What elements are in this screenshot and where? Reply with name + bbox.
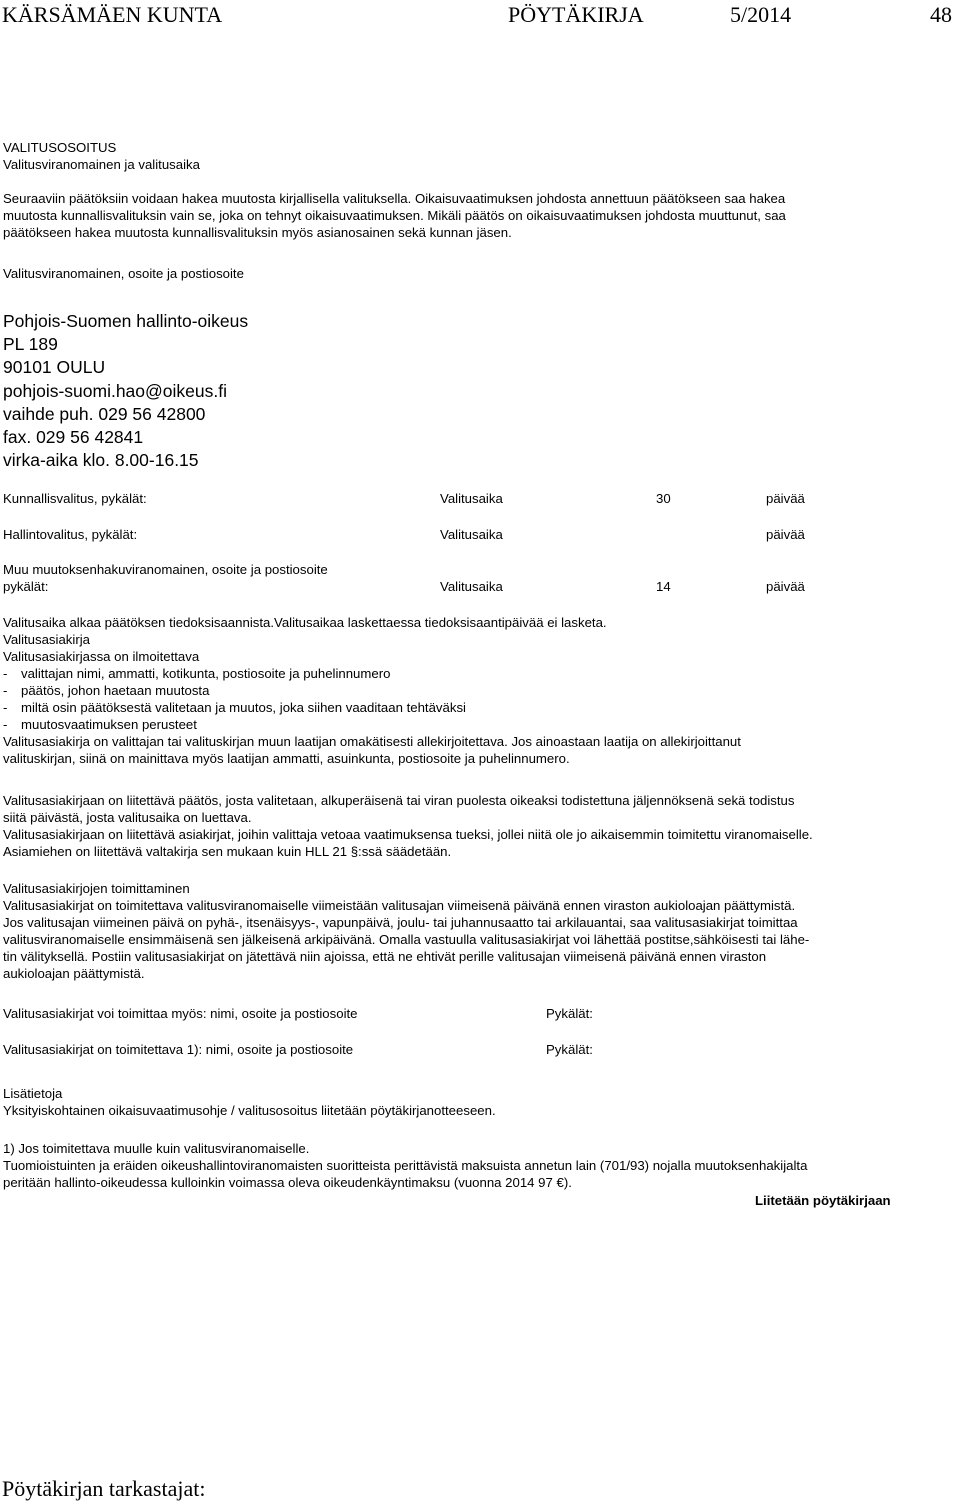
intro-paragraph: [3, 190, 786, 241]
paragraph-line: valituskirjan, siinä on mainittava myös laatijan ammatti, asuinkunta, postiosoite ja puhelinnumero.: [3, 751, 570, 766]
appeal-start-note: Valitusaika alkaa päätöksen tiedoksisaannista.Valitusaikaa laskettaessa tiedoksisaantipäivää ei lasketa.: [3, 615, 607, 630]
appeal-period-label: Valitusaika: [440, 491, 503, 506]
paragraph-line: päätökseen hakea muutosta kunnallisvalituksin myös asianosainen sekä kunnan jäsen.: [3, 225, 512, 240]
appeal-document-heading: Valitusasiakirja: [3, 632, 90, 647]
paragraph-line: Seuraaviin päätöksiin voidaan hakea muutosta kirjallisella valituksella. Oikaisuvaatimuksen johdosta annettuun päätökseen saa hakea: [3, 191, 786, 206]
appeal-period-label: Valitusaika: [440, 527, 503, 542]
appeal-period-label: Valitusaika: [440, 579, 503, 594]
appeal-days-value: 14: [656, 579, 671, 594]
postal-code-city: 90101 OULU: [3, 357, 106, 378]
administrative-appeal-label: Hallintovalitus, pykälät:: [3, 527, 138, 542]
issue-number: 5/2014: [730, 2, 792, 27]
page-number: 48: [930, 2, 952, 27]
paragraph-line: siitä päivästä, josta valitusaika on luettava.: [3, 810, 252, 825]
appeal-days-value: 30: [656, 491, 671, 506]
municipal-appeal-label: Kunnallisvalitus, pykälät:: [3, 491, 147, 506]
document-type: PÖYTÄKIRJA: [508, 2, 644, 27]
delivery-section: [3, 880, 809, 982]
authority-address: [3, 310, 248, 472]
appeal-document-intro: Valitusasiakirjassa on ilmoitettava: [3, 649, 200, 664]
appeal-document-section: [3, 614, 741, 767]
paragraph-line: Jos valitusajan viimeinen päivä on pyhä-, itsenäisyys-, vapunpäivä, joulu- tai juhannusaatto tai arkilauantai, saa valitusasiakirjat toimittaa: [3, 915, 798, 930]
authority-name: Pohjois-Suomen hallinto-oikeus: [3, 311, 249, 331]
deliver-must-label: Valitusasiakirjat on toimitettava 1): nimi, osoite ja postiosoite: [3, 1042, 354, 1057]
info-heading: Lisätietoja: [3, 1086, 63, 1101]
municipality-name: KÄRSÄMÄEN KUNTA: [2, 2, 223, 27]
section-heading: VALITUSOSOITUS: [3, 140, 117, 155]
appeal-days-unit: päivää: [766, 527, 805, 542]
attachments-paragraph: [3, 792, 813, 860]
appeal-days-unit: päivää: [766, 579, 805, 594]
paragraph-line: muutosta kunnallisvalituksin vain se, joka on tehnyt oikaisuvaatimuksen. Mikäli päätös on oikaisuvaatimuksen johdosta muuttunut, saa: [3, 208, 786, 223]
delivery-heading: Valitusasiakirjojen toimittaminen: [3, 881, 190, 896]
list-item: - valittajan nimi, ammatti, kotikunta, postiosoite ja puhelinnumero: [3, 666, 391, 681]
paragraph-line: Tuomioistuinten ja eräiden oikeushallintoviranomaisten suoritteista perittävistä maksuista annetun lain (701/93) nojalla muutoksenhakijalta: [3, 1158, 808, 1173]
list-item: - miltä osin päätöksestä valitetaan ja muutos, joka siihen vaaditaan tehtäväksi: [3, 700, 466, 715]
po-box: PL 189: [3, 334, 58, 355]
sections-label: pykälät:: [3, 579, 49, 594]
list-item: - muutosvaatimuksen perusteet: [3, 717, 197, 732]
deliver-also-label: Valitusasiakirjat voi toimittaa myös: nimi, osoite ja postiosoite: [3, 1006, 358, 1021]
phone-number: vaihde puh. 029 56 42800: [3, 403, 206, 424]
paragraph-line: tin välityksellä. Postiin valitusasiakirjat on jätettävä niin ajoissa, että ne ehtivät perille valitusajan viimeisenä päivänä ennen viraston: [3, 949, 767, 964]
deliver-also-sections: Pykälät:: [546, 1006, 593, 1021]
list-item: - päätös, johon haetaan muutosta: [3, 683, 210, 698]
paragraph-line: Asiamiehen on liitettävä valtakirja sen mukaan kuin HLL 21 §:ssä säädetään.: [3, 844, 452, 859]
footnote: 1) Jos toimitettava muulle kuin valitusviranomaiselle.: [3, 1141, 310, 1156]
paragraph-line: aukioloajan päättymistä.: [3, 966, 145, 981]
appeal-days-unit: päivää: [766, 491, 805, 506]
paragraph-line: Valitusasiakirjaan on liitettävä asiakirjat, joihin valittaja vetoaa vaatimuksensa tueksi, jollei niitä ole jo aikaisemmin toimitettu viranomaiselle.: [3, 827, 813, 842]
paragraph-line: peritään hallinto-oikeudessa kulloinkin voimassa oleva oikeudenkäyntimaksu (vuonna 2014 97 €).: [3, 1175, 572, 1190]
deliver-must-sections: Pykälät:: [546, 1042, 593, 1057]
fax-number: fax. 029 56 42841: [3, 427, 144, 448]
office-hours: virka-aika klo. 8.00-16.15: [3, 450, 199, 471]
footnote-section: [3, 1140, 807, 1191]
paragraph-line: Valitusasiakirja on valittajan tai valituskirjan muun laatijan omakätisesti allekirjoitettava. Jos ainoastaan laatija on allekirjoittanut: [3, 734, 741, 749]
authority-label: Valitusviranomainen, osoite ja postiosoite: [3, 266, 244, 281]
email-address: pohjois-suomi.hao@oikeus.fi: [3, 380, 227, 401]
appeal-instructions-heading-block: [3, 139, 200, 173]
paragraph-line: valitusviranomaiselle ensimmäisenä sen jälkeisenä arkipäivänä. Omalla vastuulla valitusasiakirjat voi lähettää postitse,sähköisesti tai lähe-: [3, 932, 810, 947]
section-subheading: Valitusviranomainen ja valitusaika: [3, 157, 200, 172]
additional-info: [3, 1085, 496, 1119]
info-line: Yksityiskohtainen oikaisuvaatimusohje / valitusosoitus liitetään pöytäkirjanotteeseen.: [3, 1103, 496, 1118]
paragraph-line: Valitusasiakirjaan on liitettävä päätös, josta valitetaan, alkuperäisenä tai viran puolesta oikeaksi todistettuna jäljennöksenä sekä todistus: [3, 793, 795, 808]
attached-note: Liitetään pöytäkirjaan: [755, 1193, 891, 1208]
reviewers-label: Pöytäkirjan tarkastajat:: [2, 1476, 206, 1501]
page-header: [0, 0, 960, 30]
other-authority-label: Muu muutoksenhakuviranomainen, osoite ja postiosoite: [3, 562, 328, 577]
paragraph-line: Valitusasiakirjat on toimitettava valitusviranomaiselle viimeistään valitusajan viimeisenä päivänä ennen viraston aukioloajan päättymistä.: [3, 898, 796, 913]
